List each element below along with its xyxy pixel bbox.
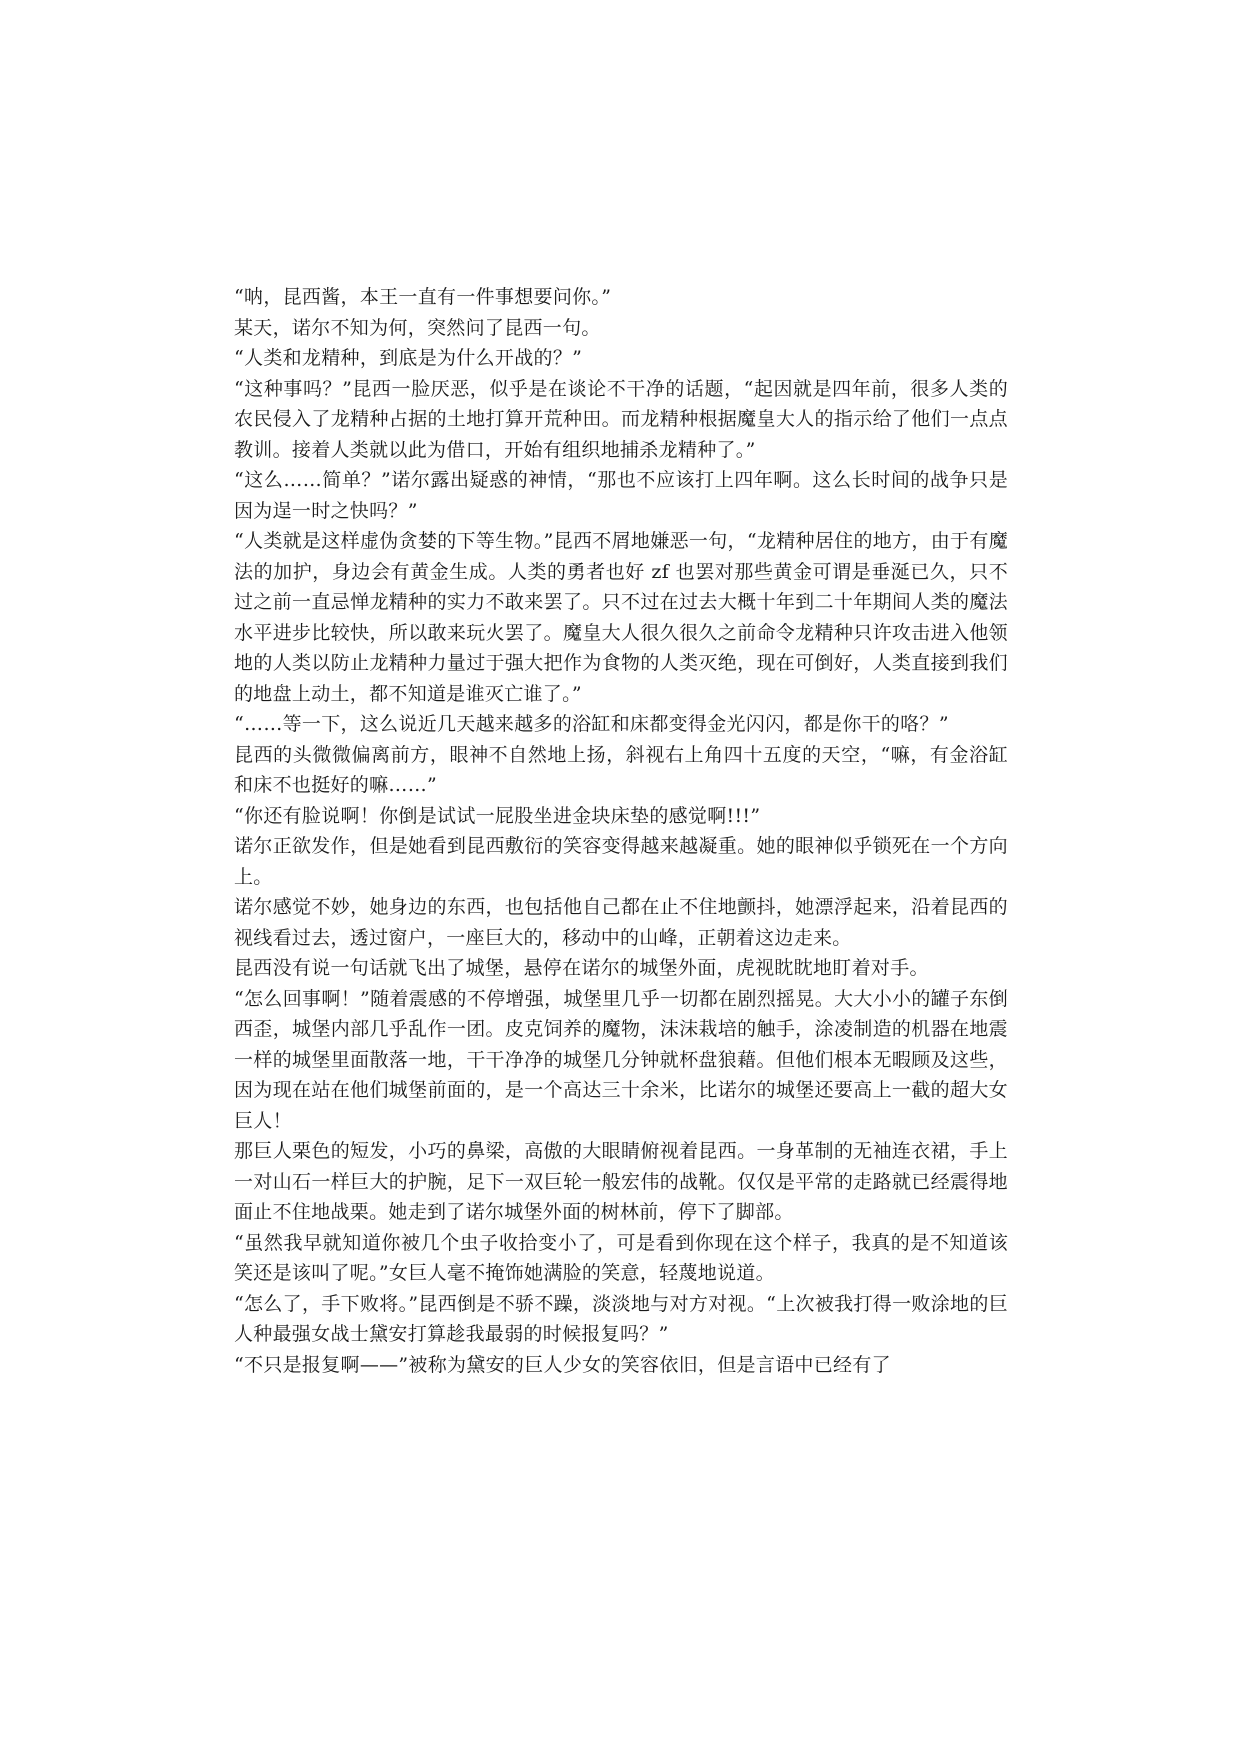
paragraph: “人类和龙精种，到底是为什么开战的？” [234,347,583,369]
paragraph: “这种事吗？”昆西一脸厌恶，似乎是在谈论不干净的话题，“起因就是四年前，很多人类的农民侵入了龙精种占据的土地打算开荒种田。而龙精种根据魔皇大人的指示给了他们一点点教训。接着人类就以此为借口，开始有组织地捕杀龙精种了。” [234,377,1008,461]
paragraph: 昆西的头微微偏离前方，眼神不自然地上扬，斜视右上角四十五度的天空，“嘛，有金浴缸和床不也挺好的嘛……” [234,743,1008,796]
paragraph: “怎么了，手下败将。”昆西倒是不骄不躁，淡淡地与对方对视。“上次被我打得一败涂地的巨人种最强女战士黛安打算趁我最弱的时候报复吗？” [234,1292,1008,1345]
paragraph: “怎么回事啊！”随着震感的不停增强，城堡里几乎一切都在剧烈摇晃。大大小小的罐子东倒西歪，城堡内部几乎乱作一团。皮克饲养的魔物，沫沫栽培的触手，涂凌制造的机器在地震一样的城堡里面散落一地，干干净净的城堡几分钟就杯盘狼藉。但他们根本无暇顾及这些，因为现在站在他们城堡前面的，是一个高达三十余米，比诺尔的城堡还要高上一截的超大女巨人！ [234,987,1008,1132]
paragraph: “你还有脸说啊！你倒是试试一屁股坐进金块床垫的感觉啊!!!” [234,804,761,827]
paragraph: “呐，昆西酱，本王一直有一件事想要问你。” [234,286,612,308]
paragraph: “这么……简单？”诺尔露出疑惑的神情，“那也不应该打上四年啊。这么长时间的战争只是因为逞一时之快吗？” [234,469,1008,522]
paragraph: “人类就是这样虚伪贪婪的下等生物。”昆西不屑地嫌恶一句，“龙精种居住的地方，由于有魔法的加护，身边会有黄金生成。人类的勇者也好 zf 也罢对那些黄金可谓是垂涎已久，只不过之前一直忌惮龙精种的实力不敢来罢了。只不过在过去大概十年到二十年期间人类的魔法水平进步比较快，所以敢来玩火罢了。魔皇大人很久很久之前命令龙精种只许攻击进入他领地的人类以防止龙精种力量过于强大把作为食物的人类灭绝，现在可倒好，人类直接到我们的地盘上动土，都不知道是谁灭亡谁了。” [234,530,1008,705]
paragraph: 那巨人栗色的短发，小巧的鼻梁，高傲的大眼睛俯视着昆西。一身革制的无袖连衣裙，手上一对山石一样巨大的护腕，足下一双巨轮一般宏伟的战靴。仅仅是平常的走路就已经震得地面止不住地战栗。她走到了诺尔城堡外面的树林前，停下了脚部。 [234,1140,1008,1223]
paragraph: 某天，诺尔不知为何，突然问了昆西一句。 [234,316,601,339]
paragraph: 昆西没有说一句话就飞出了城堡，悬停在诺尔的城堡外面，虎视眈眈地盯着对手。 [234,957,929,979]
document-page [234,282,1008,1380]
paragraph: 诺尔感觉不妙，她身边的东西，也包括他自己都在止不住地颤抖，她漂浮起来，沿着昆西的视线看过去，透过窗户，一座巨大的，移动中的山峰，正朝着这边走来。 [234,896,1008,949]
paragraph: “虽然我早就知道你被几个虫子收拾变小了，可是看到你现在这个样子，我真的是不知道该笑还是该叫了呢。”女巨人毫不掩饰她满脸的笑意，轻蔑地说道。 [234,1231,1008,1284]
paragraph: 诺尔正欲发作，但是她看到昆西敷衍的笑容变得越来越凝重。她的眼神似乎锁死在一个方向上。 [234,835,1008,888]
paragraph: “不只是报复啊——”被称为黛安的巨人少女的笑容依旧，但是言语中已经有了 [234,1353,891,1376]
paragraph: “……等一下，这么说近几天越来越多的浴缸和床都变得金光闪闪，都是你干的咯？” [234,713,949,735]
